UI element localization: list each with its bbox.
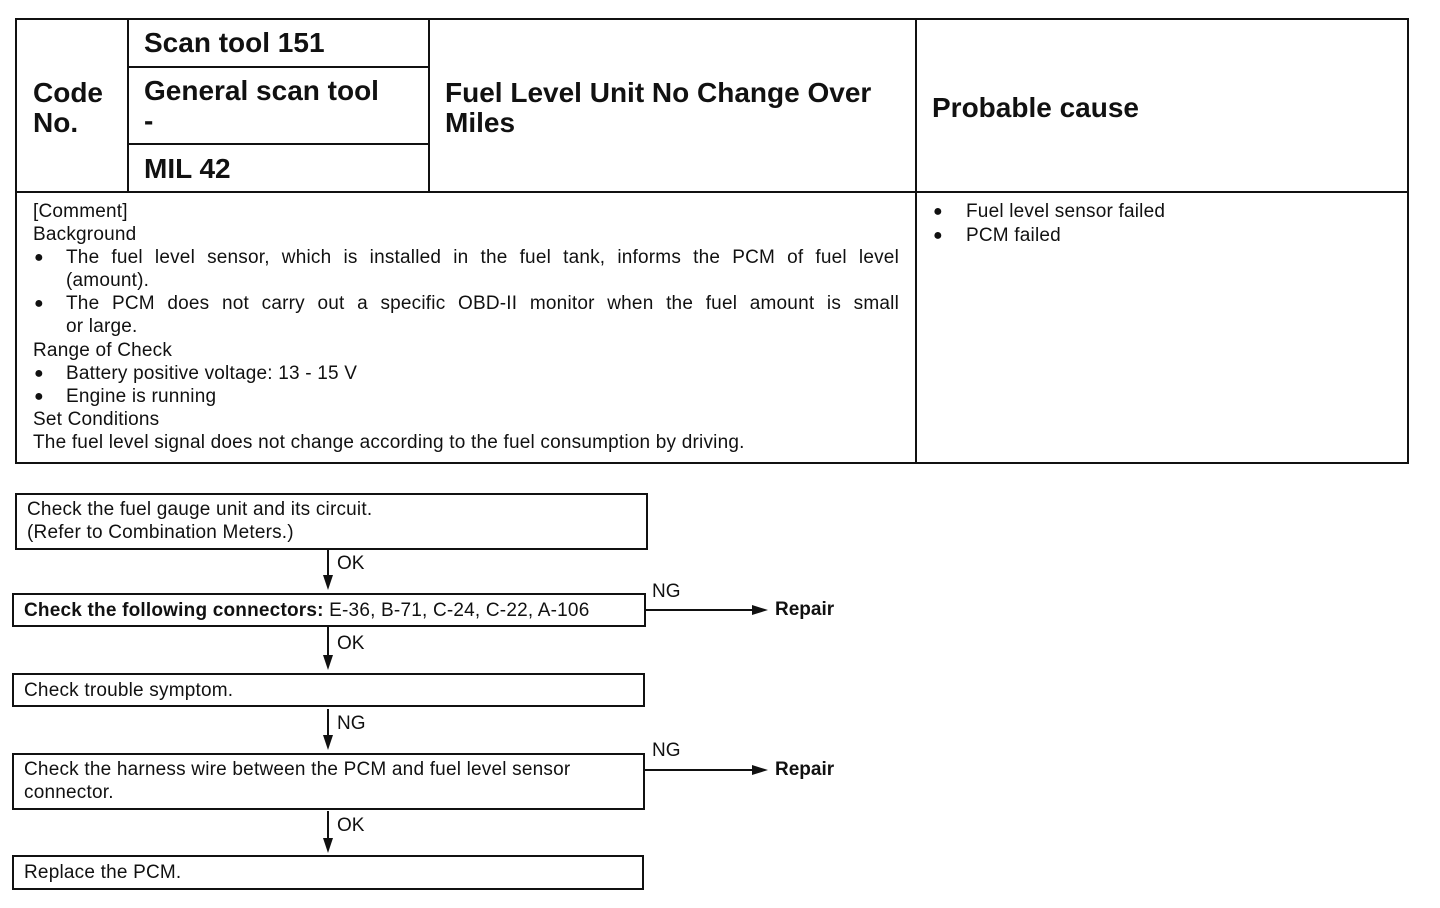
flow-step-3-ng-label: NG	[337, 713, 366, 734]
background-heading: Background	[33, 224, 137, 245]
flow-step-1-line-2: (Refer to Combination Meters.)	[27, 522, 294, 543]
code-no-label: Code No.	[33, 77, 103, 138]
flow-step-4-ok-label: OK	[337, 815, 365, 836]
background-item-2-line-2: or large.	[66, 316, 138, 337]
flow-step-5-text: Replace the PCM.	[24, 862, 182, 883]
arrow-step4-ng-repair	[645, 765, 768, 775]
arrow-step1-to-step2	[323, 550, 333, 590]
scan-tool-label: Scan tool 151	[144, 27, 325, 58]
general-scan-tool-value: -	[144, 105, 154, 136]
background-item-1-line-1: The fuel level sensor, which is installed in the fuel tank, informs the PCM of fuel level	[66, 247, 899, 268]
flow-step-4-line-1: Check the harness wire between the PCM and fuel level sensor	[24, 759, 571, 780]
flow-step-2-repair: Repair	[775, 599, 835, 620]
bullet-icon: ●	[34, 365, 44, 382]
mil-code-label: MIL 42	[144, 153, 231, 184]
flow-step-1-line-1: Check the fuel gauge unit and its circuit.	[27, 499, 373, 520]
general-scan-tool-label: General scan tool	[144, 75, 379, 106]
comment-label: [Comment]	[33, 201, 128, 222]
probable-cause-heading: Probable cause	[932, 92, 1139, 123]
flow-step-check-fuel-gauge	[15, 493, 648, 550]
bullet-icon: ●	[933, 227, 943, 244]
background-item-2-line-1: The PCM does not carry out a specific OBD-II monitor when the fuel amount is small	[66, 293, 899, 314]
arrow-step3-to-step4	[323, 709, 333, 750]
arrow-step2-to-step3	[323, 627, 333, 670]
bullet-icon: ●	[34, 388, 44, 405]
flow-step-3-text: Check trouble symptom.	[24, 680, 234, 701]
bullet-icon: ●	[933, 203, 943, 220]
arrow-step2-ng-repair	[645, 605, 768, 615]
arrow-step4-to-step5	[323, 811, 333, 853]
flow-step-4-repair: Repair	[775, 759, 835, 780]
set-conditions-heading: Set Conditions	[33, 409, 160, 430]
background-item-1-line-2: (amount).	[66, 270, 150, 291]
flow-step-check-harness-wire	[12, 753, 645, 810]
flow-step-check-connectors	[12, 593, 646, 627]
cause-item-2: PCM failed	[966, 225, 1061, 246]
flow-step-replace-pcm	[12, 855, 644, 890]
bullet-icon: ●	[34, 249, 44, 266]
flow-step-2-ng-label: NG	[652, 581, 681, 602]
flow-step-2-bold: Check the following connectors:	[24, 600, 324, 621]
flow-step-4-ng-label: NG	[652, 740, 681, 761]
flow-step-check-trouble-symptom	[12, 673, 645, 707]
flow-step-4-line-2: connector.	[24, 782, 114, 803]
bullet-icon: ●	[34, 295, 44, 312]
flow-step-2-ok-label: OK	[337, 633, 365, 654]
range-item-1: Battery positive voltage: 13 - 15 V	[66, 363, 358, 384]
cause-item-1: Fuel level sensor failed	[966, 201, 1166, 222]
range-of-check-heading: Range of Check	[33, 340, 173, 361]
set-conditions-text: The fuel level signal does not change according to the fuel consumption by driving.	[33, 432, 745, 453]
flow-step-2-connectors: E-36, B-71, C-24, C-22, A-106	[329, 600, 590, 621]
flow-step-1-ok-label: OK	[337, 553, 365, 574]
range-item-2: Engine is running	[66, 386, 217, 407]
page-title: Fuel Level Unit No Change Over Miles	[445, 77, 872, 138]
